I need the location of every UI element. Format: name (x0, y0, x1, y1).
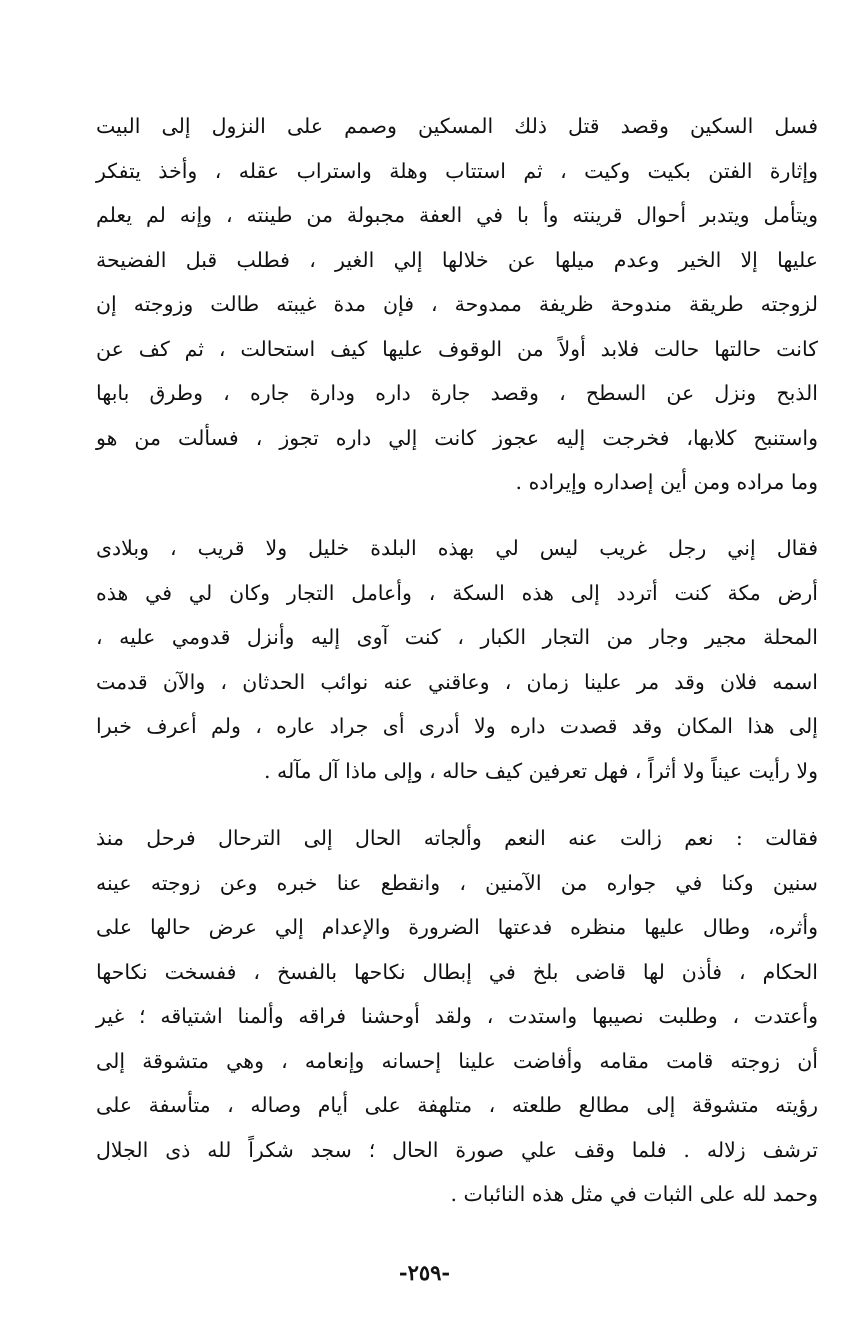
text-line: اسمه فلان وقد مر علينا زمان ، وعاقني عنه نوائب الحدثان ، والآن قدمت (96, 669, 818, 694)
text-line: ولا رأيت عيناً ولا أثراً ، فهل تعرفين كيف حاله ، وإلى ماذا آل مآله . (264, 758, 818, 783)
text-line: وحمد لله على الثبات في مثل هذه النائبات . (450, 1182, 818, 1206)
text-line: عليها إلا الخير وعدم ميلها عن خلالها إلي الغير ، فطلب قبل الفضيحة (96, 247, 818, 272)
text-line: المحلة مجير وجار من التجار الكبار ، كنت آوى إليه وأنزل قدومي عليه ، (96, 625, 818, 649)
text-line: سنين وكنا في جواره من الآمنين ، وانقطع عنا خبره وعن زوجته عينه (96, 870, 818, 895)
text-line: رؤيته متشوقة إلى مطالع طلعته ، متلهفة على أيام وصاله ، متأسفة على (96, 1093, 818, 1117)
text-line: لزوجته طريقة مندوحة ظريفة ممدوحة ، فإن مدة غيبته طالت وزوجته إن (96, 292, 818, 316)
page-number: -٢٥٩- (398, 1260, 451, 1285)
text-line: ترشف زلاله . فلما وقف علي صورة الحال ؛ سجد شكراً لله ذى الجلال (96, 1137, 818, 1162)
text-line: فسل السكين وقصد قتل ذلك المسكين وصمم على النزول إلى البيت (96, 114, 818, 138)
text-line: فقال إني رجل غريب ليس لي بهذه البلدة خليل ولا قريب ، وبلادى (96, 536, 818, 560)
paragraph-2 (96, 526, 818, 793)
text-line: أرض مكة كنت أتردد إلى هذه السكة ، وأعامل التجار وكان لي في هذه (96, 580, 818, 605)
text-line: الحكام ، فأذن لها قاضى بلخ في إبطال نكاحها بالفسخ ، ففسخت نكاحها (96, 959, 818, 984)
text-line: الذبح ونزل عن السطح ، وقصد جارة داره ودارة جاره ، وطرق بابها (96, 381, 818, 405)
text-line: كانت حالتها حالت فلابد أولاً من الوقوف عليها كيف استحالت ، ثم كف عن (96, 336, 818, 361)
text-line: واستنبح كلابها، فخرجت إليه عجوز كانت إلي داره تجوز ، فسألت من هو (96, 425, 818, 450)
text-line: وإثارة الفتن بكيت وكيت ، ثم استتاب وهلة واستراب عقله ، وأخذ يتفكر (96, 158, 818, 183)
paragraph-1 (96, 104, 818, 505)
text-line: وما مراده ومن أين إصداره وإيراده . (515, 470, 818, 494)
text-line: وأعتدت ، وطلبت نصيبها واستدت ، ولقد أوحشنا فراقه وألمنا اشتياقه ؛ غير (96, 1004, 818, 1028)
text-line: وأثره، وطال عليها منظره فدعتها الضرورة والإعدام إلي عرض حالها على (96, 915, 818, 939)
text-line: إلى هذا المكان وقد قصدت داره ولا أدرى أى جراد عاره ، ولم أعرف خبرا (96, 714, 818, 738)
paragraph-3 (96, 816, 818, 1217)
text-line: فقالت : نعم زالت عنه النعم وألجاته الحال إلى الترحال فرحل منذ (96, 826, 818, 850)
text-line: ويتأمل ويتدبر أحوال قرينته وأ با في العفة مجبولة من طينته ، وإنه لم يعلم (96, 203, 818, 227)
text-line: أن زوجته قامت مقامه وأفاضت علينا إحسانه وإنعامه ، وهي متشوقة إلى (96, 1048, 818, 1073)
